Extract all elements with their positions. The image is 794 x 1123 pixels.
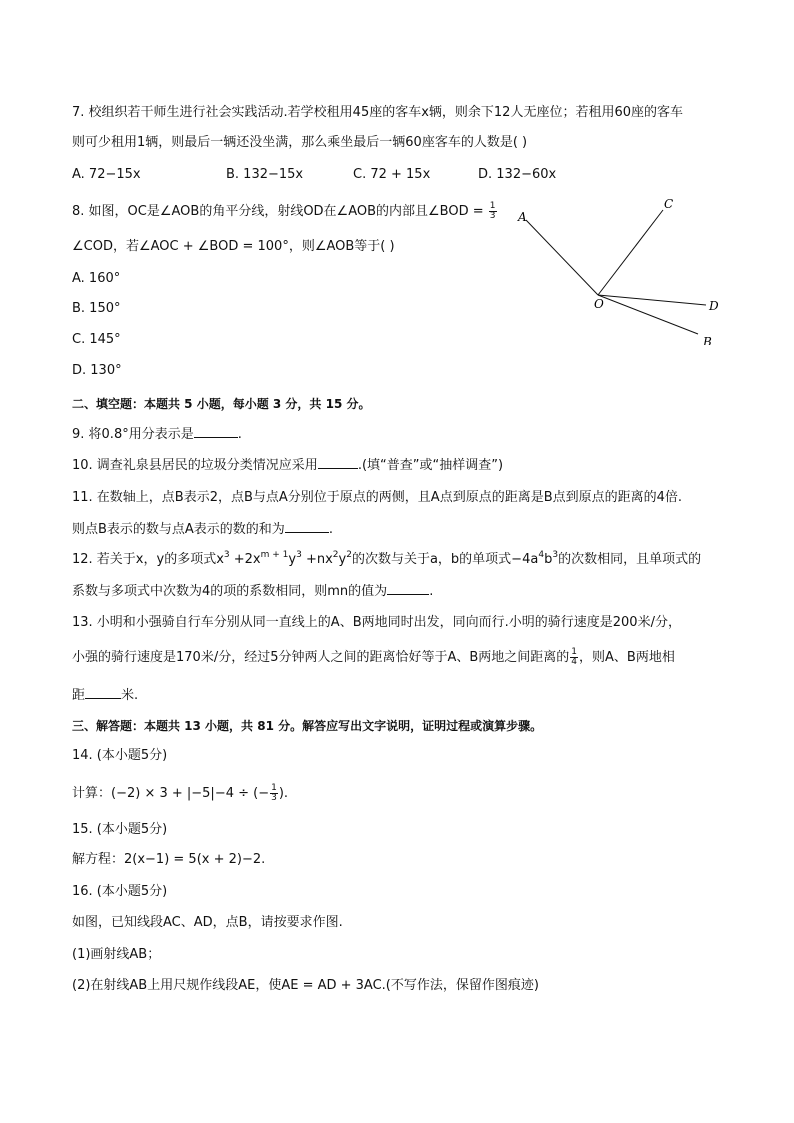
- q12-answer-blank[interactable]: [387, 582, 429, 595]
- q14-text-end: ).: [278, 786, 289, 801]
- q9-answer-blank[interactable]: [194, 425, 238, 438]
- q13-fraction: [570, 648, 578, 667]
- q11-line2: [72, 520, 333, 539]
- q12-text-h: 的次数相同，且单项式的: [558, 552, 702, 567]
- q15-heading: 15. (本小题5分): [72, 822, 168, 837]
- q12-text-g: b: [544, 552, 553, 567]
- q14-expression: [72, 784, 288, 803]
- label-c: C: [664, 197, 674, 211]
- q14-text: 计算：(−2) × 3 + |−5|−4 ÷ (−: [72, 786, 270, 801]
- q13-fraction-num: 1: [571, 647, 578, 657]
- q12-text: 系数与多项式中次数为4的项的系数相同，则mn的值为: [72, 584, 388, 599]
- q16-part1: (1)画射线AB；: [72, 947, 161, 962]
- q8-option-d: D. 130°: [72, 363, 122, 378]
- q12-text-b: +2x: [229, 552, 261, 567]
- q12-exp7: 3: [552, 550, 559, 560]
- q10-text: 10. 调查礼泉县居民的垃圾分类情况应采用: [72, 458, 318, 473]
- label-b: B: [703, 335, 712, 345]
- q8-option-b: B. 150°: [72, 301, 121, 316]
- label-d: D: [709, 299, 719, 313]
- q10-line: [72, 456, 503, 475]
- q13-text-unit: 米.: [121, 688, 139, 703]
- q8-fraction-den: 3: [489, 211, 496, 221]
- q12-text-f: 的次数与关于a，b的单项式−4a: [351, 552, 539, 567]
- q9-text: 9. 将0.8°用分表示是: [72, 427, 194, 442]
- q12-exp4: 2: [332, 550, 339, 560]
- q8-option-a: A. 160°: [72, 271, 121, 286]
- q13-line1: 13. 小明和小强骑自行车分别从同一直线上的A、B两地同时出发，同向而行.小明的骑行速度是200米/分，: [72, 615, 681, 630]
- q13-text-start: 距: [72, 688, 86, 703]
- q14-fraction: [270, 784, 278, 803]
- q8-line2: ∠COD，若∠AOC + ∠BOD = 100°，则∠AOB等于( ): [72, 239, 395, 254]
- q12-text-c: y: [288, 552, 297, 567]
- label-a: A: [518, 210, 527, 224]
- q12-exp1: 3: [223, 550, 230, 560]
- q8-line1-text: 8. 如图，OC是∠AOB的角平分线，射线OD在∠AOB的内部且∠BOD =: [72, 204, 484, 219]
- q10-text-end: .(填“普查”或“抽样调查”): [357, 458, 504, 473]
- ray-oc: [598, 210, 663, 295]
- q16-part2: (2)在射线AB上用尺规作线段AE，使AE = AD + 3AC.(不写作法，保留作图痕迹): [72, 978, 539, 993]
- label-o: O: [594, 297, 604, 311]
- q11-text: 则点B表示的数与点A表示的数的和为: [72, 522, 285, 537]
- q14-heading: 14. (本小题5分): [72, 748, 168, 763]
- q10-answer-blank[interactable]: [318, 456, 358, 469]
- angle-figure: [510, 195, 730, 345]
- q7-option-a: A. 72−15x: [72, 167, 141, 182]
- section2-heading: 二、填空题：本题共 5 小题，每小题 3 分，共 15 分。: [72, 397, 371, 411]
- q12-text-a: 12. 若关于x，y的多项式x: [72, 552, 224, 567]
- q7-option-c: C. 72 + 15x: [353, 167, 431, 182]
- q13-text-end: ，则A、B两地相: [579, 650, 675, 665]
- q12-exp2: m + 1: [260, 550, 289, 560]
- q13-line2: [72, 648, 675, 667]
- q14-fraction-num: 1: [271, 783, 277, 793]
- q8-fraction-num: 1: [489, 201, 496, 211]
- q9-text-end: .: [237, 427, 242, 442]
- q8-option-c: C. 145°: [72, 332, 121, 347]
- q8-fraction: [489, 202, 497, 221]
- q13-fraction-den: 4: [571, 657, 578, 667]
- q7-option-d: D. 132−60x: [478, 167, 557, 182]
- q7-line2: 则可少租用1辆，则最后一辆还没坐满，那么乘坐最后一辆60座客车的人数是( ): [72, 135, 528, 150]
- q13-answer-blank[interactable]: [85, 686, 121, 699]
- q9-line: [72, 425, 242, 444]
- q8-line1: [72, 202, 498, 221]
- q12-exp3: 3: [296, 550, 302, 560]
- ray-oa: [526, 220, 598, 295]
- q7-line1: 7. 校组织若干师生进行社会实践活动.若学校租用45座的客车x辆，则余下12人无座位；若租用60座的客车: [72, 105, 683, 120]
- q13-text: 小强的骑行速度是170米/分，经过5分钟两人之间的距离恰好等于A、B两地之间距离的: [72, 650, 570, 665]
- q15-equation: 解方程：2(x−1) = 5(x + 2)−2.: [72, 852, 266, 867]
- q11-text-end: .: [328, 522, 333, 537]
- q12-line2: [72, 582, 433, 601]
- q7-option-b: B. 132−15x: [226, 167, 304, 182]
- section3-heading: 三、解答题：本题共 13 小题，共 81 分。解答应写出文字说明，证明过程或演算步骤。: [72, 719, 543, 733]
- q14-fraction-den: 3: [271, 793, 277, 803]
- q11-answer-blank[interactable]: [285, 520, 329, 533]
- q12-exp5: 2: [346, 550, 352, 560]
- ray-od: [598, 295, 706, 305]
- ray-ob: [598, 295, 698, 334]
- q12-text-d: +nx: [301, 552, 333, 567]
- q13-line3: [72, 686, 138, 705]
- q12-exp6: 4: [538, 550, 545, 560]
- q16-heading: 16. (本小题5分): [72, 884, 168, 899]
- q12-text-e: y: [338, 552, 347, 567]
- q12-line1: [72, 551, 701, 569]
- q16-intro: 如图，已知线段AC、AD，点B，请按要求作图.: [72, 915, 343, 930]
- q11-line1: 11. 在数轴上，点B表示2，点B与点A分别位于原点的两侧，且A点到原点的距离是B点到原点的距离的4倍.: [72, 490, 683, 505]
- q12-text-end: .: [429, 584, 434, 599]
